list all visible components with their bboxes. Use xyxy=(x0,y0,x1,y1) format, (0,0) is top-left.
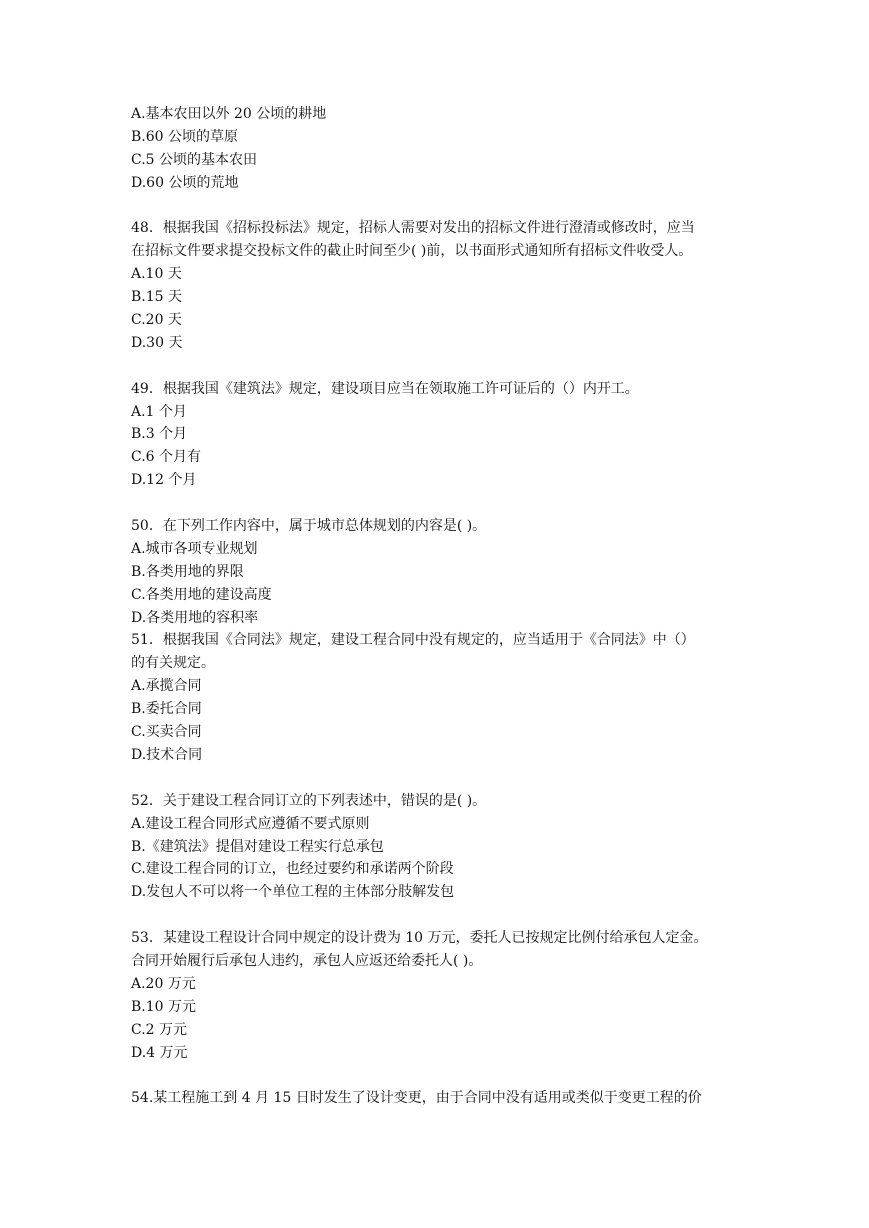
question-53 xyxy=(131,927,743,1064)
q53-stem-line-2: 合同开始履行后承包人违约，承包人应返还给委托人( )。 xyxy=(131,952,483,969)
q48-option-d: D.30 天 xyxy=(131,334,183,351)
q53-option-b: B.10 万元 xyxy=(131,998,197,1015)
q47-option-d: D.60 公顷的荒地 xyxy=(131,174,239,191)
q49-option-d: D.12 个月 xyxy=(131,472,197,489)
q53-option-c: C.2 万元 xyxy=(131,1021,188,1038)
q51-option-a: A.承揽合同 xyxy=(131,678,202,695)
q48-stem-line-1: 48．根据我国《招标投标法》规定，招标人需要对发出的招标文件进行澄清或修改时，应当 xyxy=(131,220,695,237)
q49-option-a: A.1 个月 xyxy=(131,403,187,420)
q47-option-b: B.60 公顷的草原 xyxy=(131,128,239,145)
q51-option-b: B.委托合同 xyxy=(131,701,202,718)
q48-option-b: B.15 天 xyxy=(131,289,183,306)
q50-option-a: A.城市各项专业规划 xyxy=(131,540,258,557)
question-51 xyxy=(131,629,743,766)
q50-option-c: C.各类用地的建设高度 xyxy=(131,586,272,603)
q52-option-d: D.发包人不可以将一个单位工程的主体部分肢解发包 xyxy=(131,884,455,901)
question-49 xyxy=(131,378,743,492)
question-54 xyxy=(131,1087,743,1110)
q52-option-b: B.《建筑法》提倡对建设工程实行总承包 xyxy=(131,838,384,855)
q53-stem-line-1: 53．某建设工程设计合同中规定的设计费为 10 万元，委托人已按规定比例付给承包人定金。 xyxy=(131,930,708,947)
q52-option-c: C.建设工程合同的订立，也经过要约和承诺两个阶段 xyxy=(131,861,454,878)
question-50 xyxy=(131,515,743,629)
q50-option-b: B.各类用地的界限 xyxy=(131,563,244,580)
q49-option-c: C.6 个月有 xyxy=(131,449,202,466)
q53-option-d: D.4 万元 xyxy=(131,1044,188,1061)
q47-option-a: A.基本农田以外 20 公顷的耕地 xyxy=(131,106,327,122)
q49-option-b: B.3 个月 xyxy=(131,426,188,443)
q53-option-a: A.20 万元 xyxy=(131,975,196,992)
q52-stem-line-1: 52．关于建设工程合同订立的下列表述中，错误的是( )。 xyxy=(131,792,487,809)
q50-option-d: D.各类用地的容积率 xyxy=(131,609,259,626)
q49-stem-line-1: 49．根据我国《建筑法》规定，建设项目应当在领取施工许可证后的（）内开工。 xyxy=(131,380,639,397)
q48-stem-line-2: 在招标文件要求提交投标文件的截止时间至少( )前，以书面形式通知所有招标文件收受人。 xyxy=(131,243,693,260)
q51-stem-line-1: 51．根据我国《合同法》规定，建设工程合同中没有规定的，应当适用于《合同法》中（） xyxy=(131,632,695,649)
q47-option-c: C.5 公顷的基本农田 xyxy=(131,151,258,168)
q54-stem-line-1: 54.某工程施工到 4 月 15 日时发生了设计变更，由于合同中没有适用或类似于变更工程的价 xyxy=(131,1090,702,1107)
question-48 xyxy=(131,217,743,354)
document-page xyxy=(131,103,743,1110)
q51-option-c: C.买卖合同 xyxy=(131,724,202,741)
q51-option-d: D.技术合同 xyxy=(131,746,203,763)
q48-option-a: A.10 天 xyxy=(131,266,182,283)
question-47 xyxy=(131,103,743,195)
q51-stem-line-2: 的有关规定。 xyxy=(131,655,215,672)
q50-stem-line-1: 50．在下列工作内容中，属于城市总体规划的内容是( )。 xyxy=(131,518,487,535)
q52-option-a: A.建设工程合同形式应遵循不要式原则 xyxy=(131,815,370,832)
q48-option-c: C.20 天 xyxy=(131,312,182,329)
question-52 xyxy=(131,790,743,904)
